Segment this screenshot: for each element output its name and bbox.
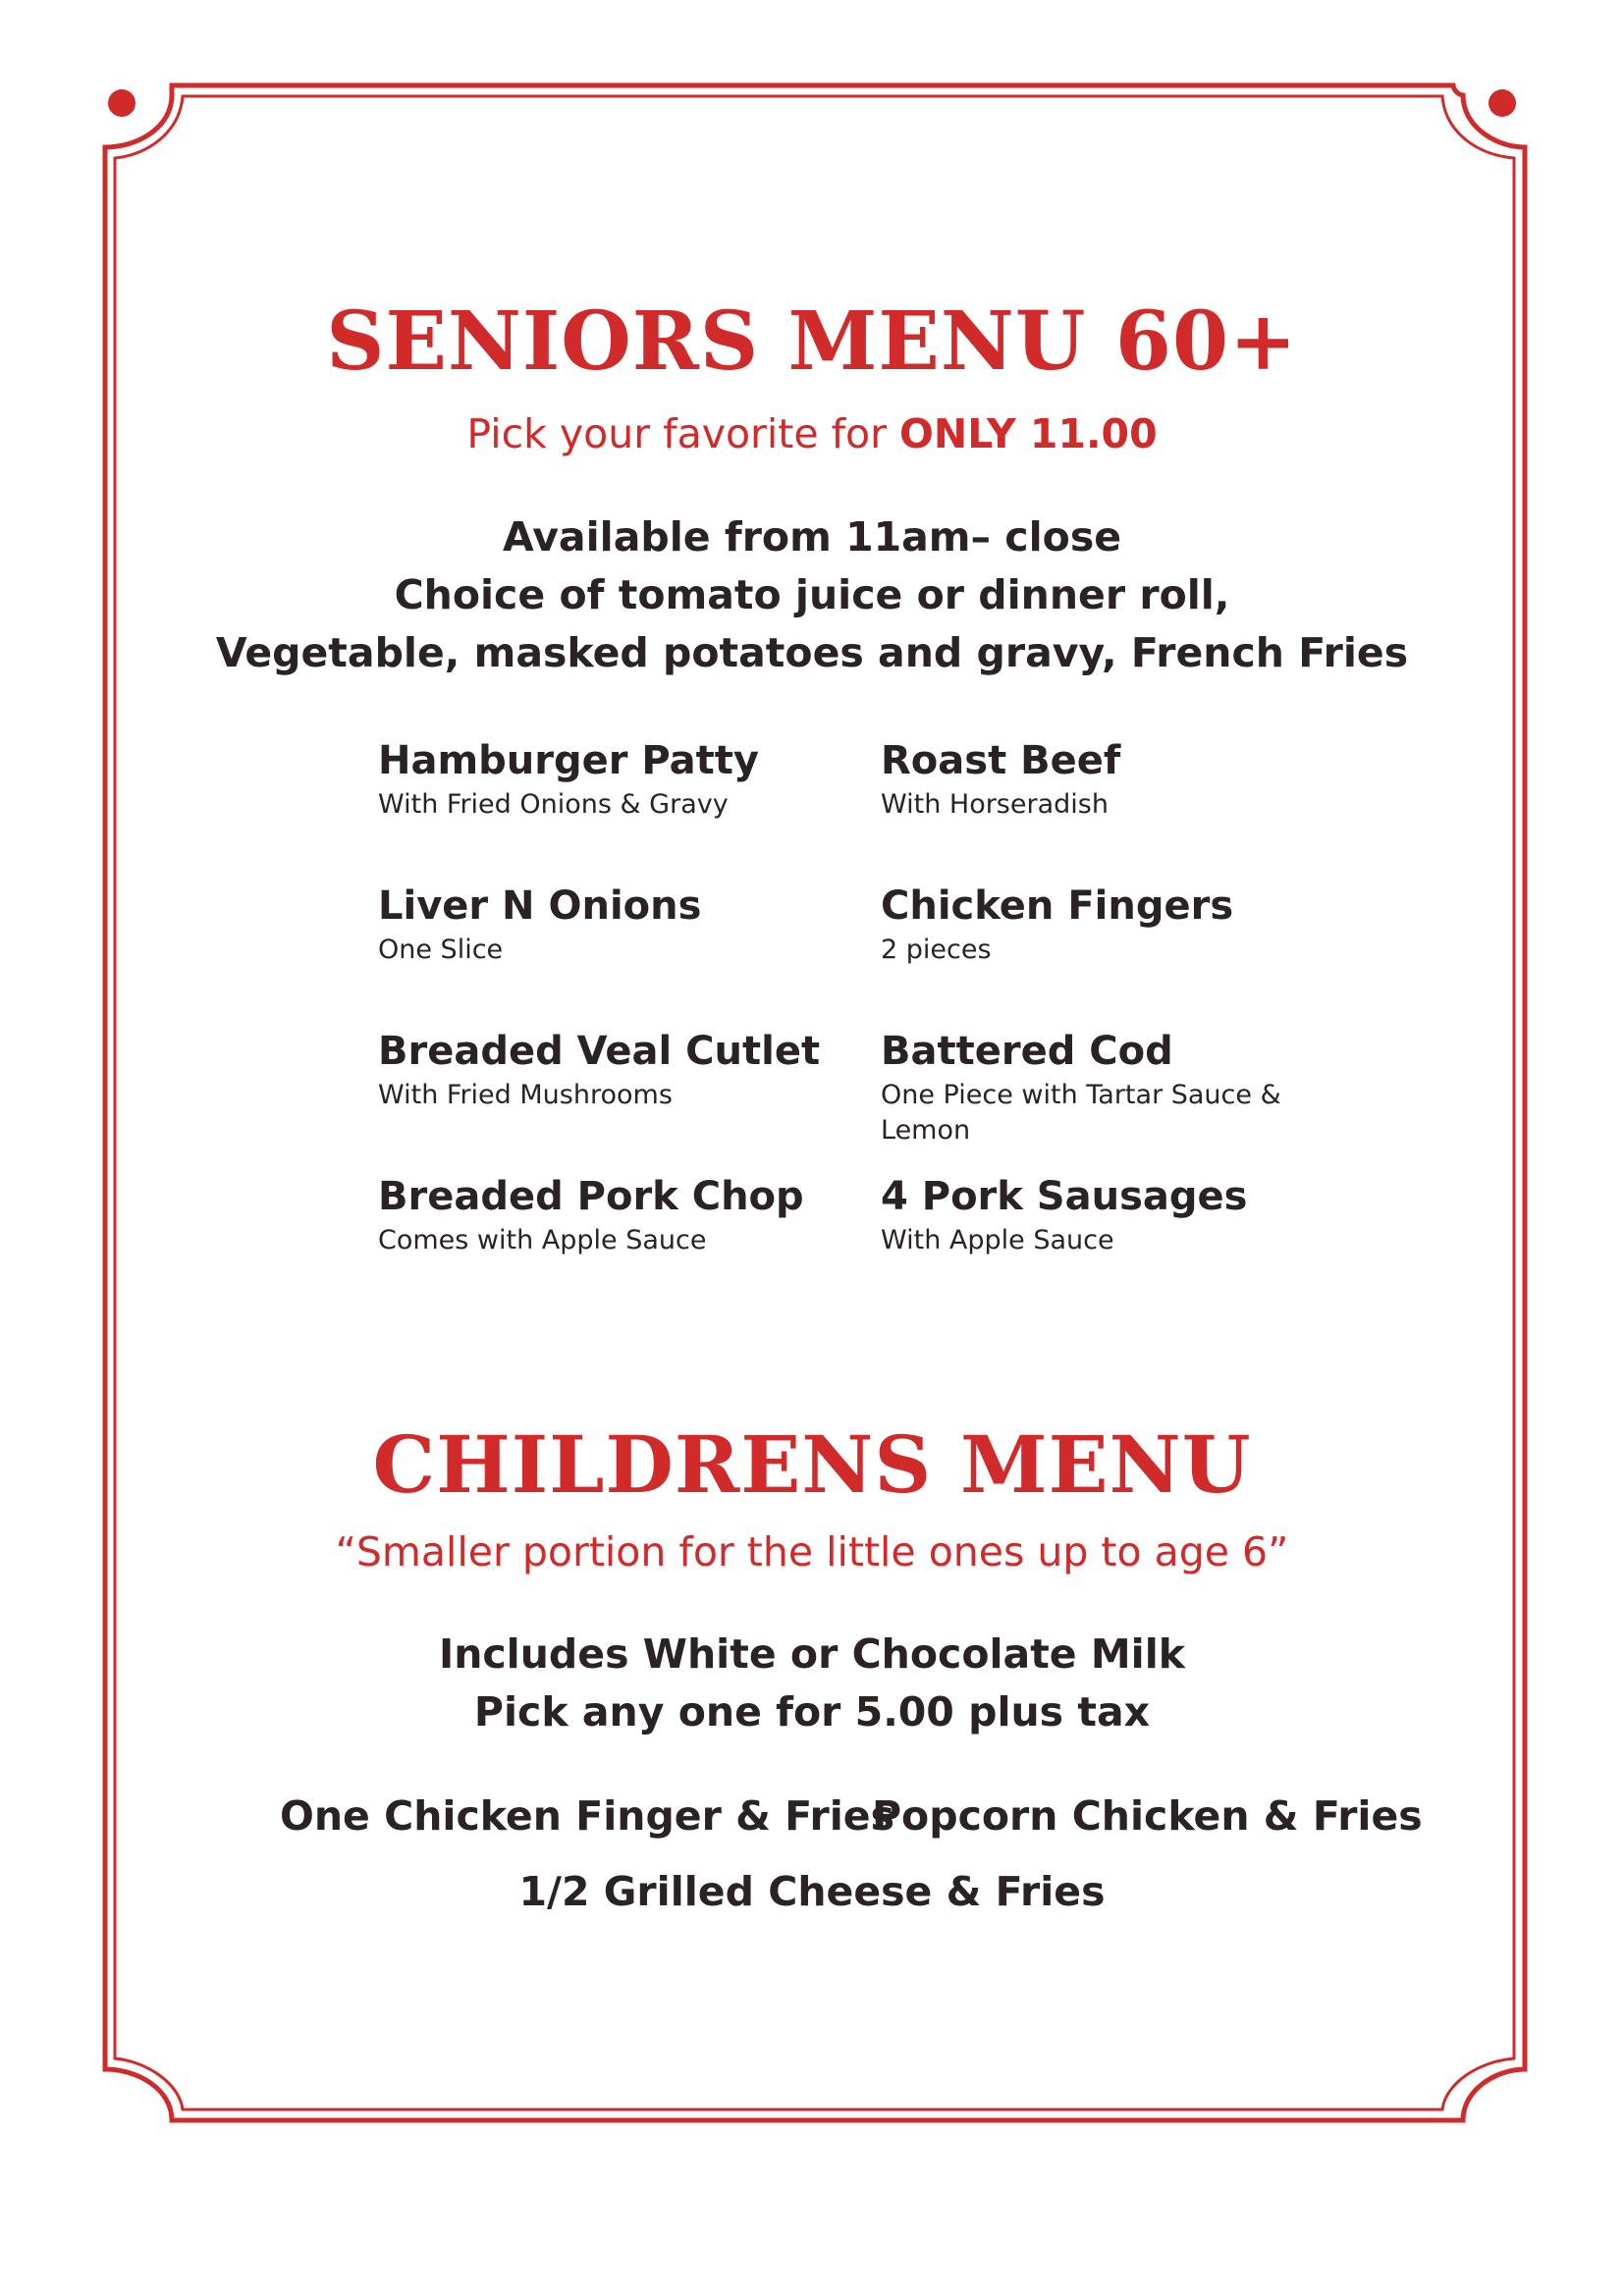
item-description: With Horseradish: [881, 789, 1109, 820]
item-name: Hamburger Patty: [378, 738, 759, 783]
menu-item: [378, 736, 759, 823]
item-description: Comes with Apple Sauce: [378, 1225, 707, 1255]
subtitle-prefix: Pick your favorite for: [466, 410, 887, 457]
menu-item: [881, 1172, 1247, 1258]
item-description: With Fried Mushrooms: [378, 1080, 673, 1110]
info-line: Pick any one for 5.00 plus tax: [473, 1688, 1151, 1735]
info-line: Vegetable, masked potatoes and gravy, French Fries: [215, 629, 1409, 676]
menu-item: [881, 1027, 1303, 1148]
item-description: One Piece with Tartar Sauce & Lemon: [881, 1080, 1281, 1146]
item-description: One Slice: [378, 934, 504, 965]
menu-item: [378, 881, 701, 968]
item-name: Breaded Veal Cutlet: [378, 1029, 821, 1074]
kids-item: 1/2 Grilled Cheese & Fries: [518, 1868, 1106, 1915]
info-line: Choice of tomato juice or dinner roll,: [394, 571, 1230, 618]
menu-item: [378, 1027, 820, 1113]
item-name: Chicken Fingers: [881, 883, 1234, 929]
item-name: Battered Cod: [881, 1029, 1173, 1074]
item-name: 4 Pork Sausages: [881, 1174, 1248, 1219]
childrens-info: [0, 1626, 1624, 1741]
menu-item: [378, 1172, 804, 1258]
item-name: Breaded Pork Chop: [378, 1174, 804, 1219]
childrens-menu-subtitle: “Smaller portion for the little ones up to age 6”: [335, 1528, 1289, 1575]
item-description: With Apple Sauce: [881, 1225, 1114, 1255]
seniors-menu-title: SENIORS MENU 60+: [326, 294, 1298, 389]
menu-item: [881, 736, 1120, 823]
item-description: With Fried Onions & Gravy: [378, 789, 729, 820]
info-line: Available from 11am– close: [502, 513, 1122, 561]
subtitle-price: ONLY 11.00: [899, 410, 1158, 457]
kids-item: Popcorn Chicken & Fries: [872, 1792, 1423, 1840]
corner-dot-right: [1489, 89, 1516, 117]
kids-item: One Chicken Finger & Fries: [280, 1792, 894, 1840]
childrens-menu-title: CHILDRENS MENU: [372, 1418, 1252, 1511]
seniors-menu-subtitle: [0, 410, 1624, 457]
corner-dot-left: [108, 89, 135, 117]
item-name: Liver N Onions: [378, 883, 702, 929]
seniors-info: [0, 508, 1624, 682]
item-description: 2 pieces: [881, 934, 992, 965]
menu-item: [881, 881, 1233, 968]
info-line: Includes White or Chocolate Milk: [438, 1630, 1186, 1678]
item-name: Roast Beef: [881, 738, 1121, 783]
